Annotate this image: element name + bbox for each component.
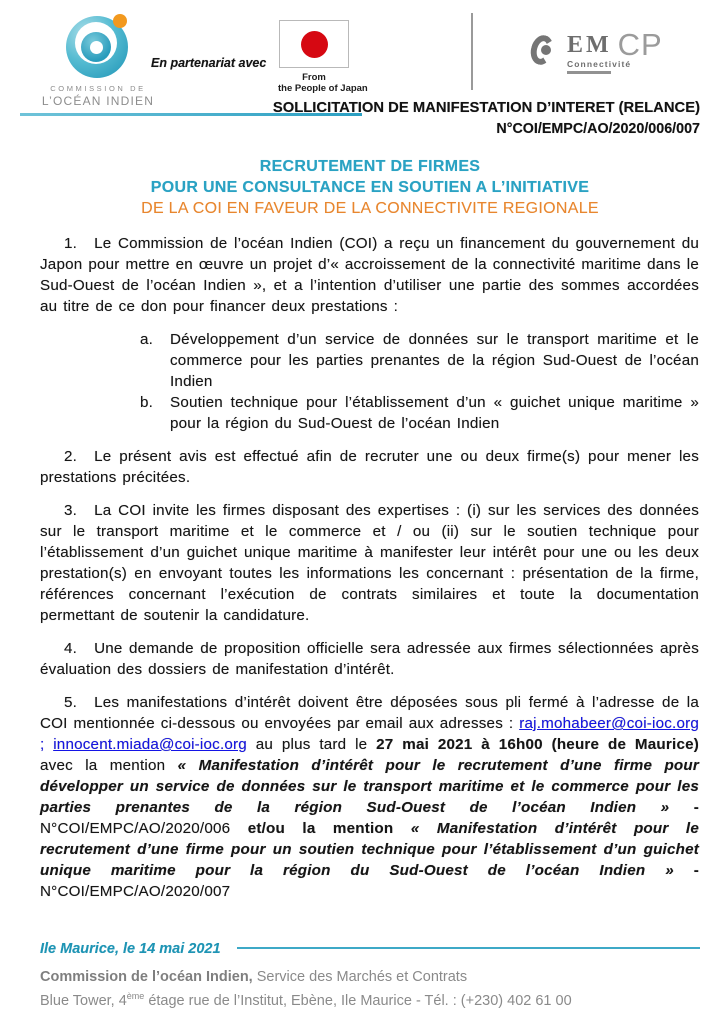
text-run: Le présent avis est effectué afin de recruter une ou deux firme(s) pour mener les prestations précitées. — [40, 448, 699, 486]
footer-address: Blue Tower, 4ème étage rue de l’Institut, Ebène, Ile Maurice - Tél. : (+230) 402 61 00 — [40, 991, 572, 1009]
coi-logo — [38, 14, 158, 108]
paragraph-number: 1. — [64, 235, 78, 252]
title-line1: RECRUTEMENT DE FIRMES — [259, 158, 481, 175]
email-link[interactable]: raj.mohabeer@coi-ioc.org — [519, 715, 700, 732]
footer — [40, 968, 700, 1011]
text-run: « Manifestation d’intérêt pour le recrutement d’une firme pour développer un service de données sur le transport maritime et le commerce pour les parties prenantes de la région Sud-Ouest de l’océan Indien » — [40, 757, 699, 816]
list-item-text: Développement d’un service de données sur le transport maritime et le commerce pour les parties prenantes de la région Sud-Ouest de l’océan Indien — [170, 331, 699, 390]
title-line3: DE LA COI EN FAVEUR DE LA CONNECTIVITE REGIONALE — [141, 200, 599, 217]
text-run: au plus tard le — [246, 736, 377, 753]
japan-flag-sun — [301, 31, 328, 58]
emcp-tagline-bar — [567, 71, 611, 74]
paragraph-number: 4. — [64, 640, 78, 657]
coi-caption-line2: L’OCÉAN INDIEN — [41, 94, 155, 108]
text-run: La COI invite les firmes disposant des expertises : (i) sur les services des données sur le transport maritime et le commerce et / ou (ii) sur le soutien technique pour l’établissement d’un guichet unique maritime à manifester leur intérêt pour une ou les deux prestation(s) en envoyant toutes les informations les concernant : présentation de la firme, références concernant l’exécution de contrats similaires et toute la documentation permettant de soutenir la candidature. — [40, 502, 699, 624]
title-line2: POUR UNE CONSULTANCE EN SOUTIEN A L’INITIATIVE — [150, 179, 590, 196]
emcp-cp-text: CP — [617, 27, 663, 62]
date-row — [40, 941, 700, 957]
footer-org-service: Service des Marchés et Contrats — [252, 969, 468, 985]
date-line: Ile Maurice, le 14 mai 2021 — [40, 941, 221, 957]
text-run: N°COI/EMPC/AO/2020/006 — [40, 820, 248, 837]
japan-caption-line1: From — [302, 72, 326, 83]
emcp-subtitle: Connectivité — [567, 59, 632, 69]
list-item-text: Soutien technique pour l’établissement d’un « guichet unique maritime » pour la région du Sud-Ouest de l’océan Indien — [170, 394, 699, 432]
document-body — [40, 233, 699, 914]
text-run: ; — [40, 736, 54, 753]
paragraph-number: 3. — [64, 502, 78, 519]
text-run: avec la mention — [40, 757, 178, 774]
header-divider — [471, 13, 473, 90]
footer-org — [40, 968, 700, 987]
footer-org-name: Commission de l’océan Indien, — [40, 969, 253, 985]
paragraph-5 — [40, 692, 699, 902]
text-run: Les manifestations d’intérêt doivent être déposées sous pli fermé à l’adresse de la COI mentionnée ci-dessous ou envoyées par email aux adresses : — [40, 694, 699, 732]
footer-rule — [237, 947, 700, 950]
emcp-swirl-icon — [531, 33, 561, 73]
emcp-em-text: EM — [567, 32, 612, 58]
emcp-logo — [531, 27, 663, 74]
partnership-label: En partenariat avec — [151, 56, 267, 70]
text-run: « Manifestation d’intérêt pour le recrutement d’une firme pour un soutien technique pour l’établissement d’un guichet unique maritime pour la région du Sud-Ouest de l’océan Indien » — [40, 820, 699, 879]
list-marker: b. — [140, 394, 154, 411]
text-run: Le Commission de l’océan Indien (COI) a reçu un financement du gouvernement du Japon pour mettre en œuvre un projet d’« accroissement de la connectivité maritime dans le Sud-Ouest de l’océan Indien », et a l’intention d’utiliser une partie des sommes accordées au titre de ce don pour financer deux prestations : — [40, 235, 699, 315]
coi-orange-dot-icon — [113, 14, 127, 28]
list-item — [40, 392, 699, 434]
paragraph-4 — [40, 638, 699, 680]
text-run: - — [669, 799, 699, 816]
doc-ref-number: N°COI/EMPC/AO/2020/006/007 — [496, 121, 700, 137]
paragraph-number: 5. — [64, 694, 78, 711]
coi-caption-line1: COMMISSION DE — [50, 84, 146, 93]
japan-flag-block — [278, 20, 368, 94]
text-run: - — [673, 862, 699, 879]
prestations-list — [40, 329, 699, 434]
email-link[interactable]: innocent.miada@coi-ioc.org — [53, 736, 247, 753]
list-marker: a. — [140, 331, 154, 348]
list-item — [40, 329, 699, 392]
paragraph-1 — [40, 233, 699, 317]
coi-logo-icon — [66, 14, 130, 78]
paragraph-2 — [40, 446, 699, 488]
paragraph-number: 2. — [64, 448, 78, 465]
japan-caption-line2: the People of Japan — [278, 83, 368, 94]
text-run: et/ou la mention — [247, 820, 411, 837]
doc-ref-title: SOLLICITATION DE MANIFESTATION D’INTERET (RELANCE) — [272, 100, 700, 116]
text-run: 27 mai 2021 à 16h00 (heure de Maurice) — [376, 736, 699, 753]
page-title — [40, 156, 700, 219]
text-run: N°COI/EMPC/AO/2020/007 — [40, 883, 231, 900]
paragraph-3 — [40, 500, 699, 626]
text-run: Une demande de proposition officielle sera adressée aux firmes sélectionnées après évaluation des dossiers de manifestation d’intérêt. — [40, 640, 699, 678]
japan-flag-icon — [279, 20, 349, 68]
